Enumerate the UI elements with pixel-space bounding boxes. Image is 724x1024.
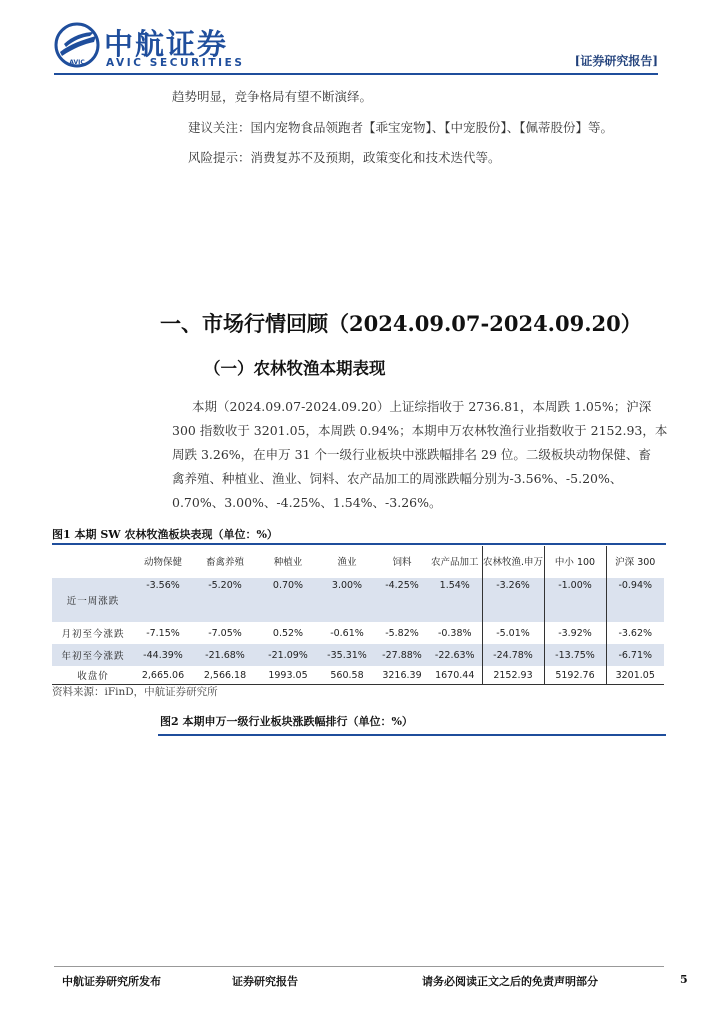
table-cell: -3.56%	[134, 578, 192, 622]
table-cell: -7.15%	[146, 627, 180, 639]
table-cell: -21.68%	[192, 644, 258, 666]
row-label: 月初至今涨跌	[61, 629, 125, 640]
column-header: 农产品加工	[430, 556, 479, 568]
table-cell: -5.20%	[192, 578, 258, 622]
sector-performance-table	[52, 546, 664, 685]
table-cell: -35.31%	[318, 644, 376, 666]
column-header: 种植业	[273, 556, 303, 568]
table-cell: -3.26%	[482, 578, 544, 622]
table-cell: -21.09%	[258, 644, 318, 666]
table-cell: 0.70%	[258, 578, 318, 622]
logo-badge-text: AVIC	[69, 59, 85, 66]
table-cell: -1.00%	[544, 578, 606, 622]
avic-logo-icon	[54, 22, 100, 68]
table-cell: 3216.39	[376, 666, 428, 685]
row-label: 近一周涨跌	[52, 578, 134, 622]
table-cell: -6.71%	[606, 644, 664, 666]
table-cell: -3.62%	[606, 622, 664, 644]
page-number: 5	[680, 973, 688, 986]
table-cell: -5.01%	[482, 622, 544, 644]
table-row	[52, 666, 664, 685]
logo-chinese: 中航证券	[104, 27, 229, 61]
report-type-tag: [证券研究报告]	[574, 54, 658, 68]
table-row	[52, 622, 664, 644]
figure-1-title: 图1 本期 SW 农林牧渔板块表现（单位：%）	[52, 528, 278, 541]
table-cell: -3.92%	[544, 622, 606, 644]
column-header: 农林牧渔.申万	[482, 546, 544, 578]
table-cell: 1.54%	[428, 578, 482, 622]
footer-disclaimer: 请务必阅读正文之后的免责声明部分	[422, 975, 598, 988]
table-cell: -44.39%	[134, 644, 192, 666]
table-cell: 0.52%	[272, 627, 304, 639]
risk-warning-text: 风险提示：消费复苏不及预期，政策变化和技术迭代等。	[188, 150, 501, 165]
table-cell: -22.63%	[428, 644, 482, 666]
figure-1-rule	[52, 543, 666, 545]
table-cell: -7.05%	[208, 627, 242, 639]
row-label: 收盘价	[52, 666, 134, 685]
table-cell: 2,566.18	[192, 666, 258, 685]
footer-publisher: 中航证券研究所发布	[62, 975, 161, 988]
market-review-paragraph	[172, 395, 668, 515]
column-header: 饲料	[392, 556, 412, 568]
body-line: 0.70%、3.00%、-4.25%、1.54%、-3.26%。	[172, 495, 442, 510]
header-corner	[52, 546, 134, 578]
table-cell: 560.58	[318, 666, 376, 685]
table-cell: 2,665.06	[134, 666, 192, 685]
table-cell: 3201.05	[606, 666, 664, 685]
column-header: 畜禽养殖	[205, 556, 244, 568]
table-cell: -4.25%	[376, 578, 428, 622]
table-cell: -13.75%	[544, 644, 606, 666]
figure-2-title: 图2 本期申万一级行业板块涨跌幅排行（单位：%）	[160, 715, 413, 728]
body-line: 本期（2024.09.07-2024.09.20）上证综指收于 2736.81，本周跌 1.05%；沪深	[192, 399, 652, 414]
table-row	[52, 578, 664, 622]
section-title: 一、市场行情回顾（2024.09.07-2024.09.20）	[160, 311, 642, 336]
footer-report-type: 证券研究报告	[232, 975, 298, 988]
row-label: 年初至今涨跌	[52, 644, 134, 666]
column-header: 动物保健	[143, 556, 182, 568]
table-cell: -0.94%	[606, 578, 664, 622]
body-line: 300 指数收于 3201.05，本周跌 0.94%；本期申万农林牧渔行业指数收于 2152.93，本	[172, 423, 668, 438]
column-header: 沪深 300	[606, 546, 664, 578]
table-cell: -0.61%	[330, 627, 364, 639]
figure-1-source: 资料来源：iFinD，中航证券研究所	[52, 686, 218, 698]
table-cell: 2152.93	[482, 666, 544, 685]
header-divider	[54, 73, 658, 75]
recommendation-text: 建议关注：国内宠物食品领跑者【乖宝宠物】、【中宠股份】、【佩蒂股份】等。	[188, 120, 614, 135]
intro-line-1: 趋势明显，竞争格局有望不断演绎。	[172, 89, 373, 104]
table-cell: -27.88%	[376, 644, 428, 666]
column-header: 渔业	[337, 556, 357, 568]
body-line: 周跌 3.26%，在申万 31 个一级行业板块中涨跌幅排名 29 位。二级板块动物保健、畜	[172, 447, 651, 462]
table-cell: -5.82%	[385, 627, 419, 639]
table-cell: 1670.44	[428, 666, 482, 685]
table-row	[52, 644, 664, 666]
figure-2-rule	[158, 734, 666, 736]
subsection-title: （一）农林牧渔本期表现	[204, 359, 386, 378]
table-cell: -0.38%	[437, 627, 472, 639]
table-cell: 3.00%	[318, 578, 376, 622]
table-cell: 1993.05	[258, 666, 318, 685]
column-header: 中小 100	[544, 546, 606, 578]
table-header-row	[52, 546, 664, 578]
footer-divider	[54, 966, 664, 967]
table-cell: -24.78%	[482, 644, 544, 666]
table-cell: 5192.76	[544, 666, 606, 685]
body-line: 禽养殖、种植业、渔业、饲料、农产品加工的周涨跌幅分别为-3.56%、-5.20%、	[172, 471, 623, 486]
logo-english: AVIC SECURITIES	[106, 57, 245, 69]
